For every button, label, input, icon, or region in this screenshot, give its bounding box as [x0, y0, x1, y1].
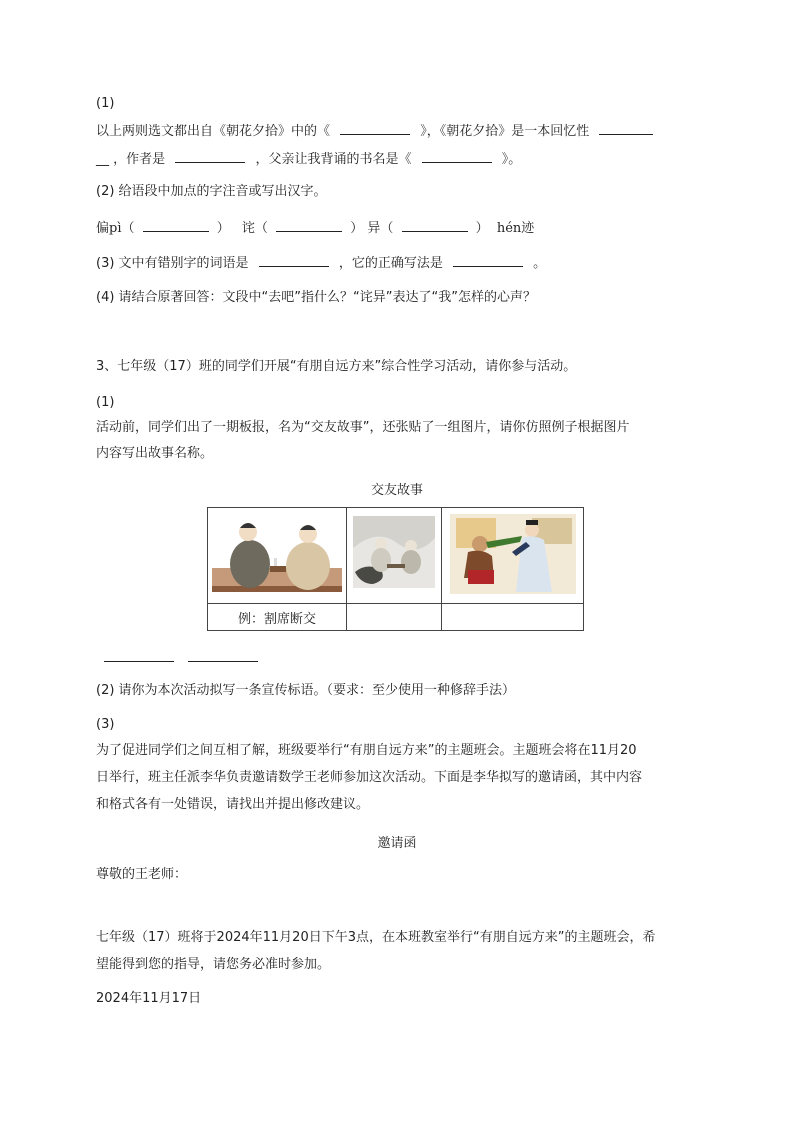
- image-cell-2: [347, 508, 442, 604]
- letter-date: 2024年11月17日: [96, 991, 202, 1006]
- q3-text-b: ，它的正确写法是: [338, 256, 443, 271]
- zither-music-picture: [347, 508, 441, 599]
- answer-blank-genre[interactable]: [599, 122, 653, 135]
- q1-text-a: 以上两则选文都出自《朝花夕拾》中的《: [96, 124, 331, 139]
- answer-blank-wrong-word[interactable]: [259, 254, 329, 267]
- q1-text-c: ，作者是: [113, 152, 166, 167]
- section3-p3-line2: 日举行，班主任派李华负责邀请数学王老师参加这次活动。下面是李华拟写的邀请函，其中内容: [96, 770, 643, 785]
- word-4: hén迹: [496, 221, 535, 236]
- image-cell-3: [442, 508, 584, 604]
- word-3: 异（: [367, 221, 394, 236]
- letter-body-line1: 七年级（17）班将于2024年11月20日下午3点，在本班教室举行“有朋自远方来”的主题班会，希: [96, 930, 656, 945]
- table-title: 交友故事: [370, 483, 423, 498]
- answer-blank-book[interactable]: [422, 150, 492, 163]
- friendship-stories-table: [207, 507, 584, 631]
- q1-line1: [96, 122, 653, 140]
- q3-text-c: 。: [533, 256, 547, 271]
- thorn-bearing-apology-picture: [442, 508, 583, 599]
- word-3-close: ）: [475, 221, 489, 236]
- answer-cell-2[interactable]: [347, 604, 442, 631]
- q1-blank-tail: __: [96, 152, 109, 167]
- answer-blank-word-1[interactable]: [143, 219, 209, 232]
- image-cell-1: [208, 508, 347, 604]
- q2-prompt: (2) 给语段中加点的字注音或写出汉字。: [96, 184, 327, 199]
- q1-number: (1): [96, 96, 115, 111]
- word-2-close: ）: [350, 221, 364, 236]
- q1-line2: [96, 150, 521, 168]
- section3-p1-line2: 内容写出故事名称。: [96, 446, 214, 461]
- answer-blank-author[interactable]: [175, 150, 245, 163]
- section3-p3-line3: 和格式各有一处错误，请找出并提出修改建议。: [96, 797, 370, 812]
- section3-p3-line1: 为了促进同学们之间互相了解，班级要举行“有朋自远方来”的主题班会。主题班会将在11月20: [96, 743, 637, 758]
- q3-text-a: (3) 文中有错别字的词语是: [96, 256, 249, 271]
- word-2: 诧（: [241, 221, 268, 236]
- q4-prompt: (4) 请结合原著回答：文段中“去吧”指什么？“诧异”表达了“我”怎样的心声？: [96, 290, 536, 305]
- section3-p2: (2) 请你为本次活动拟写一条宣传标语。（要求：至少使用一种修辞手法）: [96, 683, 516, 698]
- answer-cell-3[interactable]: [442, 604, 584, 631]
- answer-blank-word-3[interactable]: [402, 219, 468, 232]
- section3-title: 3、七年级（17）班的同学们开展“有朋自远方来”综合性学习活动，请你参与活动。: [96, 359, 577, 374]
- letter-salutation: 尊敬的王老师：: [96, 867, 188, 882]
- q3-line: [96, 254, 546, 272]
- section3-p1-line1: 活动前，同学们出了一期板报，名为“交友故事”，还张贴了一组图片，请你仿照例子根据图片: [96, 420, 630, 435]
- section3-p1-number: (1): [96, 395, 115, 410]
- answer-blank-story-2[interactable]: [104, 661, 174, 662]
- two-scholars-mat-picture: [208, 508, 346, 599]
- q1-text-d: ，父亲让我背诵的书名是《: [255, 152, 412, 167]
- q1-text-e: 》。: [501, 152, 522, 167]
- word-1-close: ）: [216, 221, 230, 236]
- section3-p3-number: (3): [96, 717, 115, 732]
- letter-title: 邀请函: [377, 836, 417, 851]
- q1-text-b: 》，《朝花夕拾》是一本回忆性: [420, 124, 590, 139]
- letter-body-line2: 望能得到您的指导，请您务必准时参加。: [96, 957, 331, 972]
- word-1: 偏pì（: [96, 221, 135, 236]
- answer-blank-chapter[interactable]: [340, 122, 410, 135]
- answer-blank-word-2[interactable]: [276, 219, 342, 232]
- answer-blank-story-3[interactable]: [188, 661, 258, 662]
- answer-blank-correct-word[interactable]: [453, 254, 523, 267]
- example-caption: 例：割席断交: [208, 604, 347, 631]
- q2-words: [96, 219, 534, 237]
